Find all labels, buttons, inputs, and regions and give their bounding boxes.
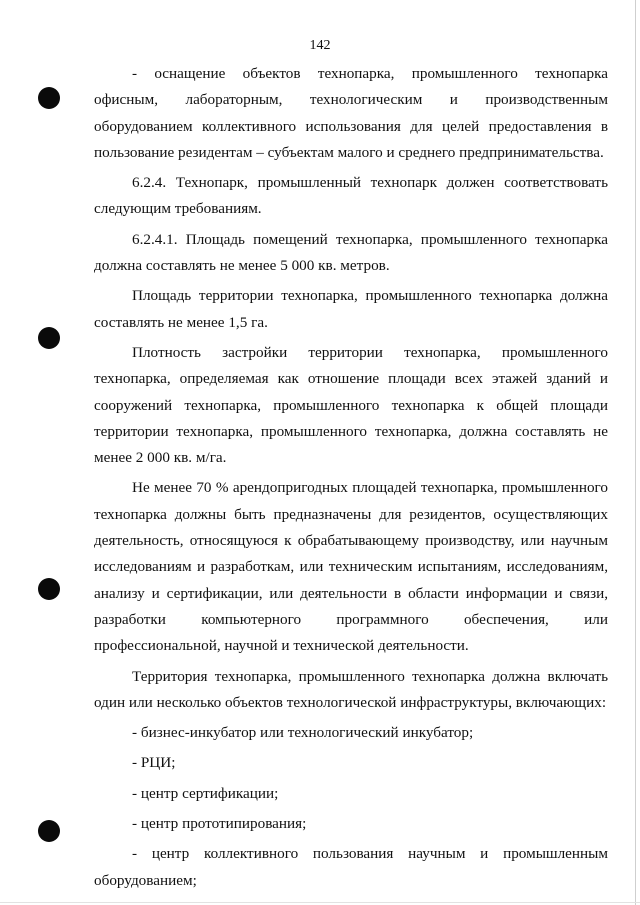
paragraph-infrastructure: Территория технопарка, промышленного технопарка должна включать один или несколько объектов технологической инфраструктуры, включающих: [94,667,608,711]
list-item: - РЦИ; [132,754,176,772]
paragraph-6-2-4: 6.2.4. Технопарк, промышленный технопарк должен соответствовать следующим требованиям. [94,174,608,218]
punch-hole [38,87,60,109]
page-edge [0,902,640,903]
paragraph-resident-share: Не менее 70 % арендопригодных площадей технопарка, промышленного технопарка должны быть предназначены для резидентов, осуществляющих деятельность, относящуюся к обрабатывающему производству, или научным исследованиям и разработкам, или техническим испытаниям, исследованиям, анализу и сертификации, или деятельности в области информации и связи, разработки компьютерного программного обеспечения, или профессиональной, научной и технической деятельности. [94,479,608,655]
paragraph-territory-area: Площадь территории технопарка, промышленного технопарка должна составлять не менее 1,5 га. [94,287,608,331]
page-number: 142 [309,38,331,53]
body-text [94,61,608,894]
punch-hole [38,820,60,842]
paragraph-equipment: - оснащение объектов технопарка, промышленного технопарка офисным, лабораторным, технологическим и производственным оборудованием коллективного использования для целей предоставления в пользование резидентам – субъектам малого и среднего предпринимательства. [94,65,608,161]
list-item: - центр прототипирования; [132,815,307,833]
paragraph-6-2-4-1: 6.2.4.1. Площадь помещений технопарка, промышленного технопарка должна составлять не менее 5 000 кв. метров. [94,230,608,275]
page-edge [635,0,636,905]
list-item: - центр сертификации; [132,784,279,802]
paragraph-building-density: Плотность застройки территории технопарка, промышленного технопарка, определяемая как отношение площади всех этажей зданий и сооружений технопарка, промышленного технопарка к общей площади территории технопарка, промышленного технопарка, должна составлять не менее 2 000 кв. м/га. [94,343,608,467]
list-item: - центр коллективного пользования научным и промышленным оборудованием; [94,845,608,889]
punch-hole [38,578,60,600]
list-item: - бизнес-инкубатор или технологический инкубатор; [132,724,474,742]
punch-hole [38,327,60,349]
